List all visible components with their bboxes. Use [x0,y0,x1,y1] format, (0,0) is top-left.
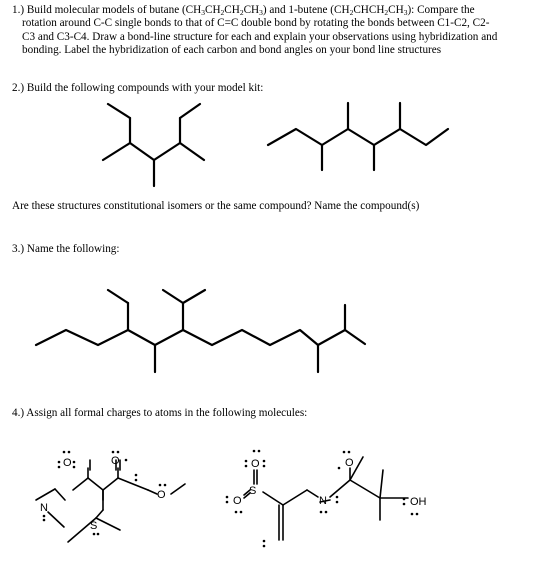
question-2-prompt: Are these structures constitutional isomers or the same compound? Name the compound(s) [12,200,420,212]
question-4: 4.) Assign all formal charges to atoms in the following molecules: [12,407,308,419]
q1-line-4: bonding. Label the hybridization of each carbon and bond angles on your bond line structures [22,44,442,57]
q1-line-2: rotation around C-C single bonds to that of C=C double bond by rotating the bonds between C1-C2, C2- [22,17,490,30]
atom-o6: O [345,457,354,469]
atom-o4: O [251,458,260,470]
question-1: 1.) Build molecular models of butane $(CH_3CH_2CH_2CH_3)$ and 1-butene $(CH_2CHCH_2CH_3)$: Compare the rotation around C-C single bonds to that of C=C double bond by rotating the bonds between C1-C2, C2- C3 and C3-C4. Draw a bond-line structure for each and explain your observations using hybridization and bonding. Label the hybridization of each carbon and bond angles on your bond line structures [12,4,542,58]
atom-n1: N [40,502,48,514]
atom-s1: S [90,520,98,532]
question-3: 3.) Name the following: [12,243,120,255]
atom-n2: N [319,495,327,507]
atom-o3: O [157,489,166,501]
atom-o1: O [63,457,72,469]
question-2: 2.) Build the following compounds with your model kit: [12,82,264,94]
atom-o2: O [111,455,120,467]
atom-oh: OH [410,496,427,508]
atom-s2: S [249,485,257,497]
q1-line-3: C3 and C3-C4. Draw a bond-line structure for each and explain your observations using hybridization and [22,30,498,43]
atom-o5: O [233,495,242,507]
q1-number: 1.) [12,4,25,16]
